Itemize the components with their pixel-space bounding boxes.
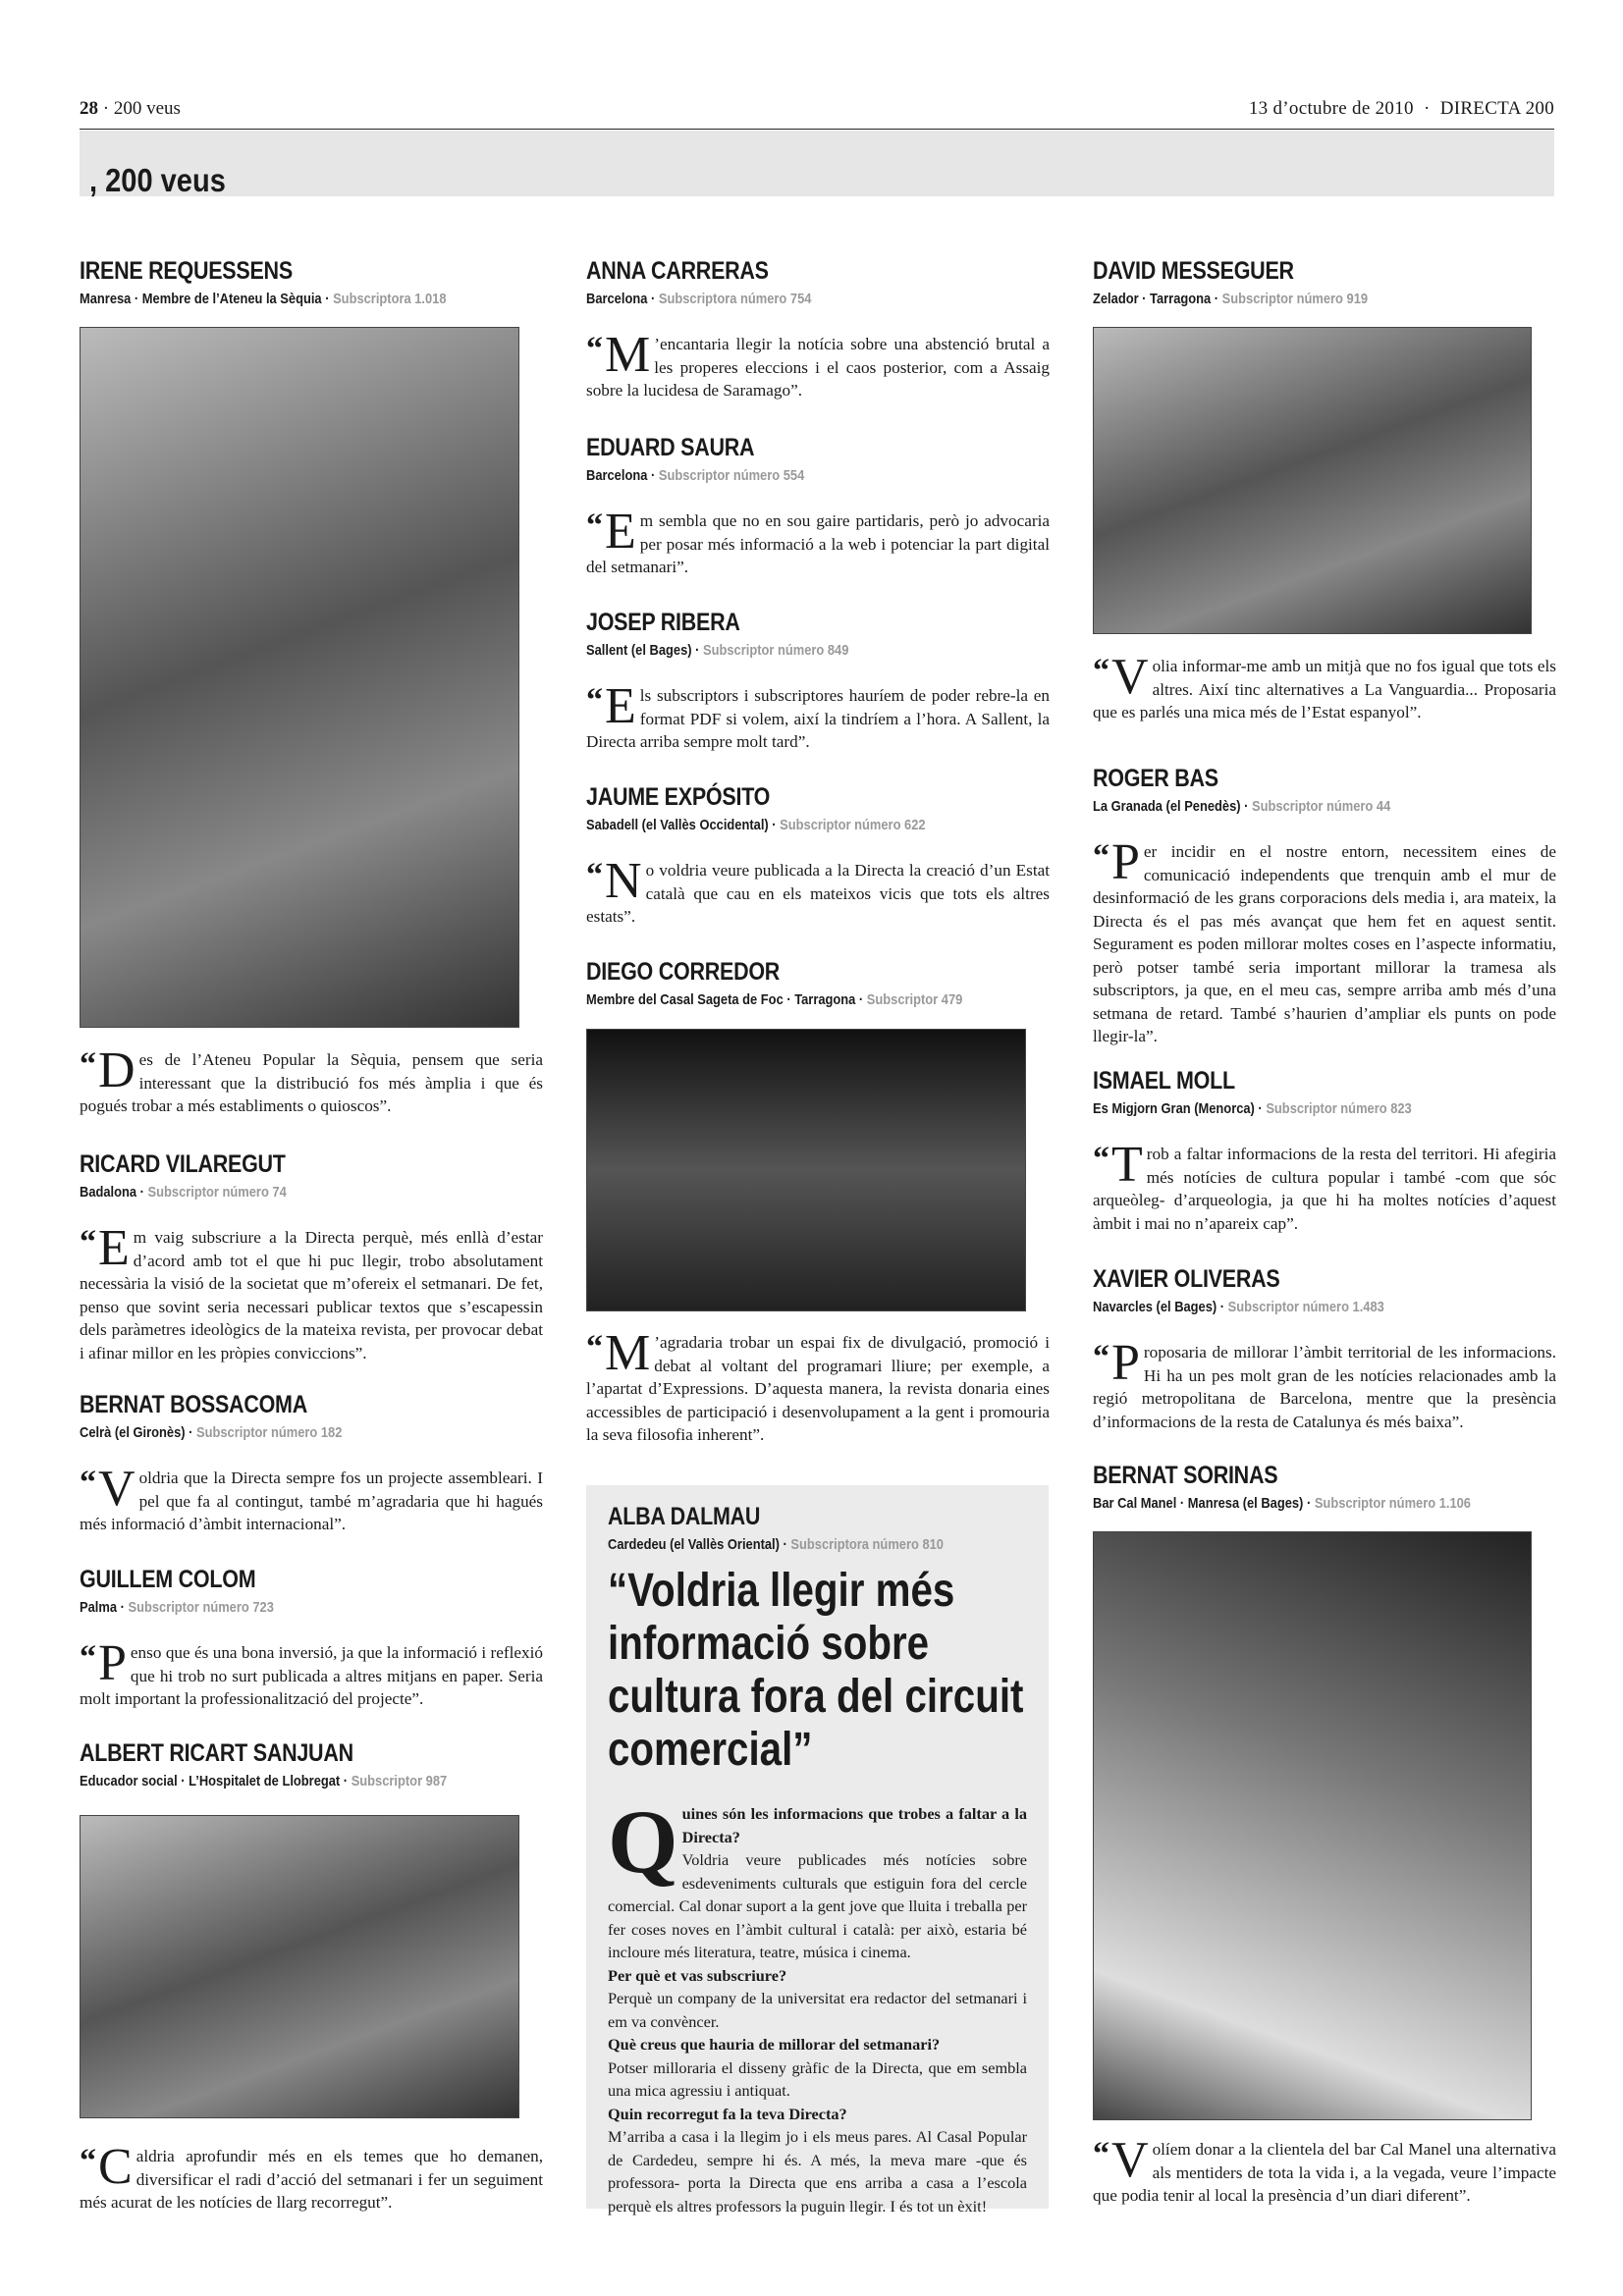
drop-cap: N: [605, 853, 642, 909]
subscriber-number: Subscriptor número 44: [1252, 798, 1391, 815]
quote-block: [80, 1023, 543, 1118]
interview-qa: [608, 1791, 1027, 2217]
subscriber-quote: [1093, 649, 1556, 724]
subscriber-entry: [1093, 765, 1556, 1048]
photo-albert-ricart: [80, 1815, 519, 2118]
subscriber-quote: [586, 327, 1050, 402]
subscriber-quote: [1093, 834, 1556, 1048]
page-section: 28 · 200 veus: [80, 98, 181, 119]
subscriber-name: DIEGO CORREDOR: [586, 958, 781, 986]
quote-text: m sembla que no en sou gaire partidaris, però jo advocaria per posar més informació a la web i potenciar la part digital del setmanari”.: [586, 511, 1050, 576]
quote-block: [1093, 2112, 1556, 2208]
drop-cap: P: [1111, 834, 1140, 890]
section-title: , 200 veus: [89, 162, 226, 198]
subscriber-quote: [1093, 1335, 1556, 1433]
subscriber-meta: [586, 991, 985, 1008]
question: Quin recorregut fa la teva Directa?: [608, 2104, 847, 2123]
subscriber-name: RICARD VILAREGUT: [80, 1150, 286, 1178]
subscriber-entry: [80, 1566, 543, 1711]
subscriber-number: Subscriptor número 849: [703, 642, 849, 659]
subscriber-number: Subscriptor 987: [351, 1773, 448, 1789]
drop-cap: D: [98, 1042, 135, 1098]
drop-cap: E: [98, 1220, 130, 1276]
quote-text: er incidir en el nostre entorn, necessitem eines de comunicació independents que trenquin amb el mur de desinformació de les grans corporacions dels media i, ara mateix, la Directa és el pas més avançat que hem fet en aquest sentit. Segurament es poden millorar moltes coses en l’aspecte informatiu, però potser també seria important millorar la tramesa als subscriptors, ja que, en el meu cas, sempre arriba amb més d’una setmana de retard. També s’haurien d’ampliar els punts on pode llegir-la”.: [1093, 842, 1556, 1045]
subscriber-quote: [586, 504, 1050, 579]
quote-text: oldria que la Directa sempre fos un projecte assembleari. I pel que fa al contingut, també m’agradaria que hi hagués més informació d’àmbit internacional”.: [80, 1468, 543, 1533]
subscriber-number: Subscriptor número 919: [1221, 291, 1369, 307]
photo-diego-corredor: [586, 1029, 1026, 1311]
subscriber-entry: [1093, 257, 1556, 307]
quote-text: m vaig subscriure a la Directa perquè, més enllà d’estar d’acord amb tot el que hi puc llegir, trobo absolutament necessària la visió de la societat que m’ofereix el setmanari. De fet, penso que sovint seria necessari publicar textos que s’escapessin dels paràmetres ideològics de la mateixa revista, per provocar debat i afinar millor en les pròpies conviccions”.: [80, 1228, 543, 1362]
answer: Voldria veure publicades més notícies sobre esdeveniments culturals que estiguin fora del cercle comercial. Cal donar suport a la gent jove que lluita i treballa per fer coses noves en l’àmbit cultural i català: per això, estaria bé incloure més literatura, teatre, música i cinema.: [608, 1850, 1027, 1961]
subscriber-meta: [80, 1424, 478, 1441]
subscriber-name: XAVIER OLIVERAS: [1093, 1265, 1280, 1293]
interview-name: ALBA DALMAU: [608, 1503, 761, 1530]
open-quote-mark: “: [586, 331, 603, 367]
issue-date: 13 d’octubre de 2010 · DIRECTA 200: [1248, 98, 1554, 119]
subscriber-number: Subscriptor 479: [866, 991, 963, 1008]
subscriber-entry: [586, 958, 1050, 1008]
subscriber-name: BERNAT BOSSACOMA: [80, 1391, 307, 1418]
subscriber-quote: [80, 1461, 543, 1536]
drop-cap: E: [605, 504, 636, 560]
drop-cap: Q: [608, 1791, 678, 1892]
subscriber-meta: [1093, 1100, 1491, 1117]
subscriber-name: IRENE REQUESSENS: [80, 257, 293, 285]
subscriber-quote: [80, 2139, 543, 2215]
subscriber-place: Es Migjorn Gran (Menorca) ·: [1093, 1100, 1263, 1117]
subscriber-entry: [1093, 1462, 1556, 1512]
quote-text: olia informar-me amb un mitjà que no fos igual que tots els altres. Així tinc alternatives a La Vanguardia... Proposaria que es parlés una mica més de l’Estat espanyol”.: [1093, 657, 1556, 721]
interview-meta: Cardedeu (el Vallès Oriental) · Subscriptora número 810: [608, 1536, 944, 1553]
quote-text: o voldria veure publicada a la Directa la creació d’un Estat català que cau en els mateixos vicis que tots els altres estats”.: [586, 861, 1050, 926]
subscriber-number: Subscriptor número 1.483: [1227, 1299, 1384, 1315]
subscriber-place: Badalona ·: [80, 1184, 144, 1201]
quote-text: olíem donar a la clientela del bar Cal Manel una alternativa als mentiders de tota la vida i, a la vegada, veure l’impacte que podia tenir al local la presència d’un diari diferent”.: [1093, 2140, 1556, 2205]
drop-cap: V: [1111, 649, 1149, 705]
subscriber-meta: [80, 1773, 478, 1789]
question: Què creus que hauria de millorar del setmanari?: [608, 2035, 941, 2054]
subscriber-place: La Granada (el Penedès) ·: [1093, 798, 1249, 815]
quote-block: [586, 1306, 1050, 1447]
subscriber-quote: [586, 678, 1050, 754]
subscriber-name: EDUARD SAURA: [586, 434, 755, 461]
quote-text: aldria aprofundir més en els temes que ho demanen, diversificar el radi d’acció del setmanari i fer un seguiment més acurat de les notícies de llarg recorregut”.: [80, 2147, 543, 2212]
subscriber-entry: [80, 1391, 543, 1536]
photo-david-messeguer: [1093, 327, 1532, 634]
open-quote-mark: “: [586, 857, 603, 893]
subscriber-meta: [586, 467, 985, 484]
subscriber-number: Subscriptora 1.018: [333, 291, 447, 307]
subscriber-name: JAUME EXPÓSITO: [586, 783, 771, 811]
quote-text: ls subscriptors i subscriptores hauríem de poder rebre-la en format PDF si volem, així la tindríem a l’hora. A Sallent, la Directa arriba sempre molt tard”.: [586, 686, 1050, 751]
subscriber-entry: [586, 609, 1050, 754]
subscriber-meta: [1093, 1495, 1491, 1512]
answer: M’arriba a casa i la llegim jo i els meus pares. Al Casal Popular de Cardedeu, sempre hi és. A més, la meva mare -que és professora- porta la Directa que ens arriba a casa a l’escola perquè els altres professors la puguin llegir. I és tot un èxit!: [608, 2127, 1027, 2216]
subscriber-meta: [586, 817, 985, 833]
subscriber-quote: [80, 1635, 543, 1711]
subscriber-entry: [1093, 1265, 1556, 1433]
subscriber-meta: [1093, 291, 1491, 307]
photo-bernat-sorinas: [1093, 1531, 1532, 2120]
interview-box: [586, 1485, 1049, 2216]
subscriber-number: Subscriptor número 823: [1266, 1100, 1412, 1117]
subscriber-name: DAVID MESSEGUER: [1093, 257, 1294, 285]
open-quote-mark: “: [80, 1224, 96, 1260]
open-quote-mark: “: [1093, 653, 1109, 689]
drop-cap: V: [1111, 2132, 1149, 2188]
open-quote-mark: “: [80, 1639, 96, 1676]
subscriber-name: GUILLEM COLOM: [80, 1566, 256, 1593]
subscriber-meta: [1093, 798, 1491, 815]
subscriber-quote: [80, 1220, 543, 1364]
quote-text: rob a faltar informacions de la resta del territori. Hi afegiria més notícies de cultura popular i també -com que sóc arqueòleg- d’arqueologia, ja que hi ha moltes notícies d’aquest àmbit i mai no n’apareix cap”.: [1093, 1145, 1556, 1233]
subscriber-name: BERNAT SORINAS: [1093, 1462, 1278, 1489]
subscriber-number: Subscriptor número 622: [780, 817, 926, 833]
subscriber-name: ROGER BAS: [1093, 765, 1218, 792]
answer: Potser milloraria el disseny gràfic de la Directa, que em sembla una mica agressiu i antiquat.: [608, 2057, 1027, 2100]
subscriber-place: Sabadell (el Vallès Occidental) ·: [586, 817, 777, 833]
quote-text: ’encantaria llegir la notícia sobre una abstenció brutal a les properes eleccions i el caos posterior, com a Assaig sobre la lucidesa de Saramago”.: [586, 335, 1050, 400]
subscriber-entry: [1093, 1067, 1556, 1235]
subscriber-number: Subscriptor número 182: [196, 1424, 343, 1441]
open-quote-mark: “: [1093, 838, 1109, 875]
drop-cap: M: [605, 327, 651, 383]
subscriber-entry: [80, 1739, 543, 1789]
subscriber-quote: [80, 1042, 543, 1118]
subscriber-place: Bar Cal Manel · Manresa (el Bages) ·: [1093, 1495, 1312, 1512]
subscriber-entry: [80, 257, 543, 307]
subscriber-place: Educador social · L’Hospitalet de Llobregat ·: [80, 1773, 349, 1789]
subscriber-place: Barcelona ·: [586, 291, 656, 307]
quote-block: [80, 2119, 543, 2215]
open-quote-mark: “: [80, 1046, 96, 1083]
subscriber-place: Navarcles (el Bages) ·: [1093, 1299, 1225, 1315]
drop-cap: T: [1111, 1137, 1143, 1193]
subscriber-quote: [1093, 2132, 1556, 2208]
subscriber-entry: [80, 1150, 543, 1364]
interview-headline: “Voldria llegir més informació sobre cultura fora del circuit comercial”: [608, 1565, 1024, 1776]
subscriber-place: Manresa · Membre de l’Ateneu la Sèquia ·: [80, 291, 330, 307]
subscriber-place: Celrà (el Gironès) ·: [80, 1424, 193, 1441]
drop-cap: P: [1111, 1335, 1140, 1391]
subscriber-number: Subscriptor número 74: [147, 1184, 287, 1201]
subscriber-quote: [1093, 1137, 1556, 1235]
section-band: [80, 131, 1554, 196]
subscriber-number: Subscriptora número 754: [658, 291, 812, 307]
subscriber-place: Membre del Casal Sageta de Foc · Tarragona ·: [586, 991, 864, 1008]
subscriber-place: Sallent (el Bages) ·: [586, 642, 700, 659]
subscriber-place: Zelador · Tarragona ·: [1093, 291, 1219, 307]
subscriber-name: JOSEP RIBERA: [586, 609, 740, 636]
quote-text: enso que és una bona inversió, ja que la informació i reflexió que hi trob no surt publicada a altres mitjans en paper. Seria molt important la professionalització del projecte”.: [80, 1643, 543, 1708]
subscriber-entry: [586, 783, 1050, 929]
drop-cap: C: [98, 2139, 133, 2195]
subscriber-meta: [1093, 1299, 1491, 1315]
open-quote-mark: “: [80, 2143, 96, 2179]
open-quote-mark: “: [586, 682, 603, 719]
open-quote-mark: “: [1093, 1141, 1109, 1177]
subscriber-quote: [586, 853, 1050, 929]
open-quote-mark: “: [80, 1465, 96, 1501]
subscriber-name: ALBERT RICART SANJUAN: [80, 1739, 353, 1767]
quote-text: es de l’Ateneu Popular la Sèquia, pensem que seria interessant que la distribució fos més àmplia i que és pogués trobar a més establiments o quioscos”.: [80, 1050, 543, 1115]
page-header: [80, 98, 1554, 130]
subscriber-place: Palma ·: [80, 1599, 125, 1616]
quote-text: ’agradaria trobar un espai fix de divulgació, promoció i debat al voltant del programari lliure; per exemple, a l’apartat d’Expressions. D’aquesta manera, la revista donaria eines accessibles de participació i desenvolupament a la gent i promouria la seva filosofia inherent”.: [586, 1333, 1050, 1444]
drop-cap: V: [98, 1461, 135, 1517]
subscriber-meta: [80, 1599, 478, 1616]
subscriber-place: Barcelona ·: [586, 467, 656, 484]
subscriber-entry: [586, 257, 1050, 402]
open-quote-mark: “: [586, 507, 603, 544]
question: Per què et vas subscriure?: [608, 1965, 787, 1985]
open-quote-mark: “: [1093, 1339, 1109, 1375]
subscriber-meta: [80, 291, 478, 307]
subscriber-number: Subscriptor número 1.106: [1314, 1495, 1471, 1512]
open-quote-mark: “: [1093, 2136, 1109, 2172]
quote-block: [1093, 629, 1556, 724]
subscriber-number: Subscriptor número 554: [658, 467, 805, 484]
drop-cap: E: [605, 678, 636, 734]
subscriber-name: ISMAEL MOLL: [1093, 1067, 1235, 1095]
drop-cap: M: [605, 1325, 651, 1381]
drop-cap: P: [98, 1635, 127, 1691]
subscriber-quote: [586, 1325, 1050, 1447]
subscriber-name: ANNA CARRERAS: [586, 257, 769, 285]
subscriber-meta: [586, 642, 985, 659]
subscriber-meta: [80, 1184, 478, 1201]
open-quote-mark: “: [586, 1329, 603, 1365]
subscriber-meta: [586, 291, 985, 307]
answer: Perquè un company de la universitat era redactor del setmanari i em va convèncer.: [608, 1989, 1027, 2031]
subscriber-number: Subscriptor número 723: [128, 1599, 274, 1616]
subscriber-entry: [586, 434, 1050, 579]
quote-text: roposaria de millorar l’àmbit territorial de les informacions. Hi ha un pes molt gran de les notícies relacionades amb la regió metropolitana de Barcelona, mentre que la presència d’informacions de la resta de Catalunya és més baixa”.: [1093, 1343, 1556, 1431]
question: uines són les informacions que trobes a faltar a la Directa?: [681, 1804, 1027, 1846]
photo-irene-requessens: [80, 327, 519, 1028]
